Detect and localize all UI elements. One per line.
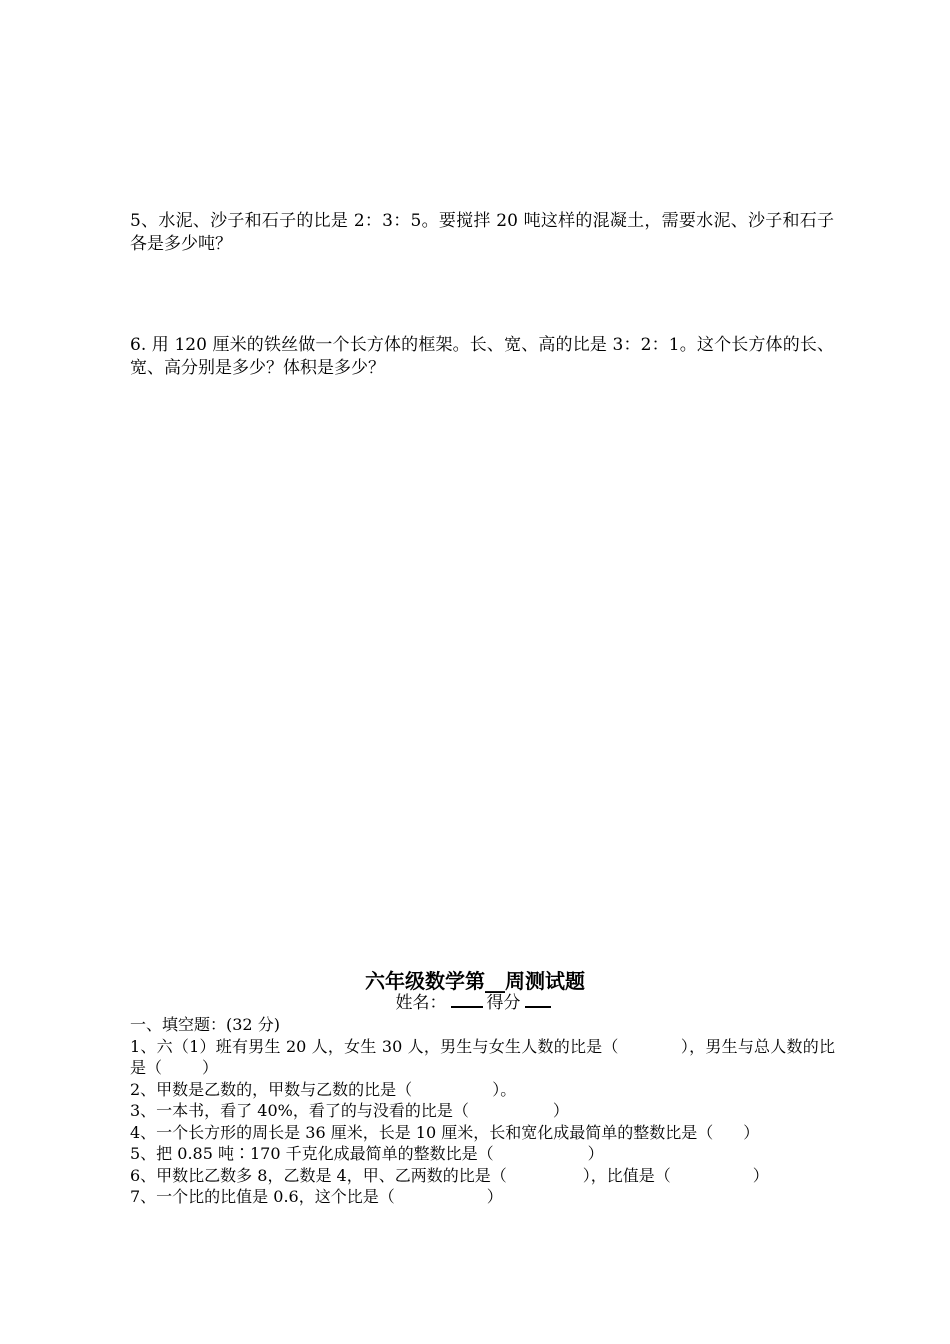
word-problem-6: 6. 用 120 厘米的铁丝做一个长方体的框架。长、宽、高的比是 3：2：1。这个长方体的长、宽、高分别是多少？体积是多少？ <box>130 335 834 378</box>
name-label: 姓名： <box>395 993 447 1013</box>
question-1: 1、六（1）班有男生 20 人，女生 30 人，男生与女生人数的比是（ ），男生与总人数的比是（ ） <box>130 1036 835 1077</box>
score-label: 得分 <box>486 993 521 1013</box>
name-score-line <box>0 992 950 1014</box>
question-7: 7、一个比的比值是 0.6，这个比是（ ） <box>130 1187 503 1206</box>
score-blank <box>525 992 551 1008</box>
question-2: 2、甲数是乙数的，甲数与乙数的比是（ ）。 <box>130 1079 517 1099</box>
fill-in-section <box>130 1014 835 1208</box>
word-problem-5: 5、水泥、沙子和石子的比是 2：3：5。要搅拌 20 吨这样的混凝土，需要水泥、沙子和石子各是多少吨？ <box>130 211 834 254</box>
question-6: 6、甲数比乙数多 8，乙数是 4，甲、乙两数的比是（ ），比值是（ ） <box>130 1165 769 1185</box>
question-3: 3、一本书，看了 40%，看了的与没看的比是（ ） <box>130 1101 569 1120</box>
quiz-title: 六年级数学第__周测试题 <box>365 969 585 993</box>
question-4: 4、一个长方形的周长是 36 厘米，长是 10 厘米，长和宽化成最简单的整数比是（ ） <box>130 1122 760 1142</box>
question-5: 5、把 0.85 吨∶170 千克化成最简单的整数比是（ ） <box>130 1144 604 1163</box>
name-blank <box>451 992 483 1008</box>
section-heading: 一、填空题：(32 分) <box>130 1015 280 1034</box>
